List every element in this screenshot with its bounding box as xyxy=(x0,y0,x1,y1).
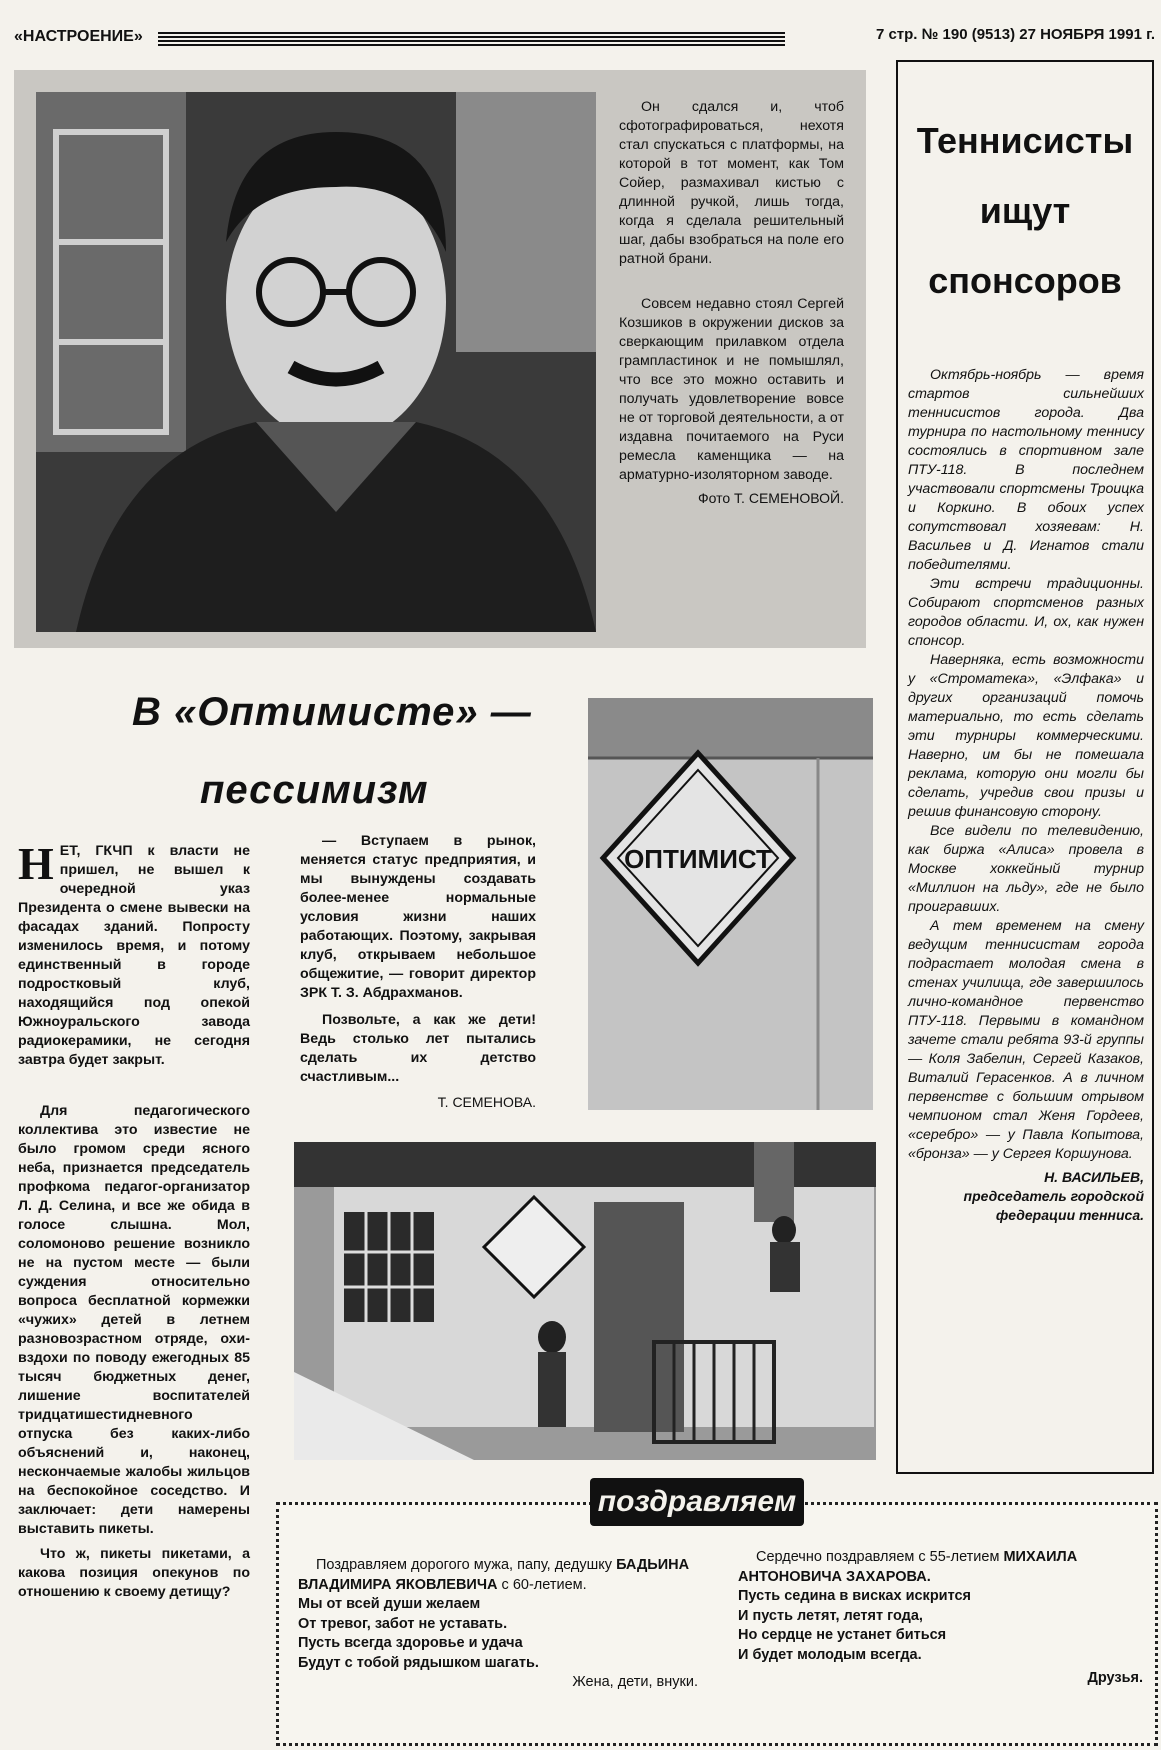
poem-line: Будут с тобой рядышком шагать. xyxy=(298,1654,539,1671)
optimist-sign-photo xyxy=(588,698,873,1110)
rubric-title: «НАСТРОЕНИЕ» xyxy=(14,28,143,45)
tennis-title-line-3: спонсоров xyxy=(928,260,1122,301)
building-illustration xyxy=(294,1142,876,1460)
optimist-column-2 xyxy=(300,832,536,1112)
poem-line: Мы от всей души желаем xyxy=(298,1596,481,1612)
congrats-left-intro xyxy=(298,1556,708,1595)
tennis-body xyxy=(898,366,1152,1225)
optimist-signature: Т. СЕМЕНОВА. xyxy=(437,1094,536,1110)
tennis-title-line-2: ищут xyxy=(979,190,1071,231)
tennis-article xyxy=(896,60,1154,1474)
optimist-col1-para-1-text: ЕТ, ГКЧП к власти не пришел, не вышел к очередной указ Президента о смене вывески на фасадах зданий. Попросту изменилось время, и потому единственный в городе подростковый клуб, находящийся под опекой Южноуральского завода радиокерамики, не сегодня завтра будет закрыт. xyxy=(18,843,250,1068)
congrats-right-sign: Друзья. xyxy=(1087,1670,1143,1686)
tennis-title-line-1: Теннисисты xyxy=(916,120,1134,161)
poem-line: И будет молодым всегда. xyxy=(738,1646,922,1663)
poem-line: Но сердце не устанет биться xyxy=(738,1627,947,1643)
tennis-para-5: А тем временем на смену ведущим теннисистам города подрастает молодая смена в стенах училища, где завершилось лично-командное первенство ПТУ-118. Первыми в командном зачете стали ребята 93-й группы — Коля Забелин, Сергей Казаков, Виталий Герасенков. А в личном первенстве с большим отрывом чемпионом стал Женя Гордеев, «серебро» — у Павла Копытова, «бронза» — у Сергея Коршунова. xyxy=(908,918,1144,1162)
optimist-column-1 xyxy=(18,838,250,1602)
sign-illustration xyxy=(588,698,873,1110)
poem-line: От тревог, забот не уставать. xyxy=(298,1615,508,1632)
portrait-photo xyxy=(36,92,596,632)
top-story-block xyxy=(14,70,866,648)
drop-cap: Н xyxy=(18,838,54,889)
caption-paragraph-1: Он сдался и, чтоб сфотографироваться, нехотя стал спускаться с платформы, на которой в тот момент, как Том Сойер, размахивал кистью с длинной ручкой, лишь тогда, когда я сделала решительный шаг, дабы взобраться на поле его ратной брани. xyxy=(619,99,844,267)
optimist-title-line-2: пессимизм xyxy=(200,768,429,812)
congrats-left-sign: Жена, дети, внуки. xyxy=(572,1674,698,1690)
sign-text: ОПТИМИСТ xyxy=(624,844,772,874)
poem-line: И пусть летят, летят года, xyxy=(738,1607,923,1624)
optimist-title-line-1: В «Оптимисте» — xyxy=(132,690,532,734)
congrats-right-intro-a: Сердечно поздравляем с 55-летием xyxy=(756,1549,1004,1565)
congrats-left-intro-b: с 60-летием. xyxy=(497,1576,587,1593)
tennis-para-4: Все видели по телевидению, как биржа «Алиса» провела в Москве хоккейный турнир «Миллион на льду», где не было проигравших. xyxy=(908,823,1144,915)
tennis-para-2: Эти встречи традиционны. Собирают спортсменов разных городов области. И, ох, как нужен спонсор. xyxy=(908,576,1144,649)
congrats-right-name: МИХАИЛА АНТОНОВИЧА ЗАХАРОВА. xyxy=(738,1549,1078,1585)
tennis-author-role: председатель городской федерации тенниса. xyxy=(963,1188,1144,1223)
congrats-right-intro xyxy=(738,1548,1143,1587)
congrats-right xyxy=(738,1548,1143,1689)
poem-line: Пусть седина в висках искрится xyxy=(738,1588,972,1604)
congrats-left-intro-a: Поздравляем дорогого мужа, папу, дедушку xyxy=(316,1557,617,1573)
issue-info: 7 стр. № 190 (9513) 27 НОЯБРЯ 1991 г. xyxy=(875,26,1155,43)
tennis-para-3: Наверняка, есть возможности у «Строматека», «Элфака» и других организаций помочь материально, то есть сделать эти турниры коммерческими. Наверно, им бы не помешала реклама, которую они могли бы сделать, учредив свои призы и решив финансовую сторону. xyxy=(908,652,1144,820)
tennis-para-1: Октябрь-ноябрь — время стартов сильнейших теннисистов города. Два турнира по настольному теннису состоялись в спортивном зале ПТУ-118. В последнем участвовали спортсмены Троицка и Коркино. В обоих успех сопутствовал хозяевам: Н. Васильев и Д. Игнатов стали победителями. xyxy=(908,367,1144,573)
congrats-left-name: БАДЬИНА ВЛАДИМИРА ЯКОВЛЕВИЧА xyxy=(298,1557,690,1593)
optimist-col1-para-1 xyxy=(18,838,250,1070)
congrats-left xyxy=(298,1556,708,1693)
optimist-col1-para-2: Для педагогического коллектива это известие не было громом среди ясного неба, признается председатель профкома педагог-организатор Л. Д. Селина, и все же обида в голосе слышна. Мол, соломоново решение возникло не на пустом месте — были суждения относительно вопроса бесплатной кормежки «чужих» детей в летнем разновозрастном отряде, охи-вздохи по поводу ежегодных 85 тысяч бюджетных денег, лишение воспитателей тридцатишестидневного отпуска без каких-либо объяснений и, наконец, нескончаемые жалобы жильцов на беспокойное соседство. И заключает: дети намерены выставить пикеты. xyxy=(18,1103,250,1537)
header-rule xyxy=(158,32,785,46)
congratulations-badge: поздравляем xyxy=(590,1478,804,1526)
club-building-photo xyxy=(294,1142,876,1460)
top-story-caption xyxy=(619,98,844,508)
caption-paragraph-2: Совсем недавно стоял Сергей Козшиков в окружении дисков за сверкающим прилавком отдела грампластинок и не помышлял, что все это можно оставить и получать удовлетворение вовсе не от торговой деятельности, а от издавна почитаемого на Руси ремесла каменщика — на арматурно-изоляторном заводе. xyxy=(619,296,844,483)
optimist-col2-para-1: — Вступаем в рынок, меняется статус предприятия, и мы вынуждены создавать более-менее нормальные условия жизни наших работающих. Поэтому, закрывая клуб, открываем небольшое общежитие, — говорит директор ЗРК Т. З. Абдрахманов. xyxy=(300,833,536,1001)
poem-line: Пусть всегда здоровье и удача xyxy=(298,1635,523,1651)
portrait-illustration xyxy=(36,92,596,632)
photo-credit: Фото Т. СЕМЕНОВОЙ. xyxy=(698,490,844,506)
optimist-col2-para-2: Позвольте, а как же дети! Ведь столько лет пытались сделать их детство счастливым... xyxy=(300,1012,536,1085)
optimist-col1-para-3: Что ж, пикеты пикетами, а какова позиция опекунов по отношению к своему детищу? xyxy=(18,1546,250,1600)
tennis-author: Н. ВАСИЛЬЕВ, xyxy=(1044,1169,1144,1185)
page-header xyxy=(10,24,1155,54)
